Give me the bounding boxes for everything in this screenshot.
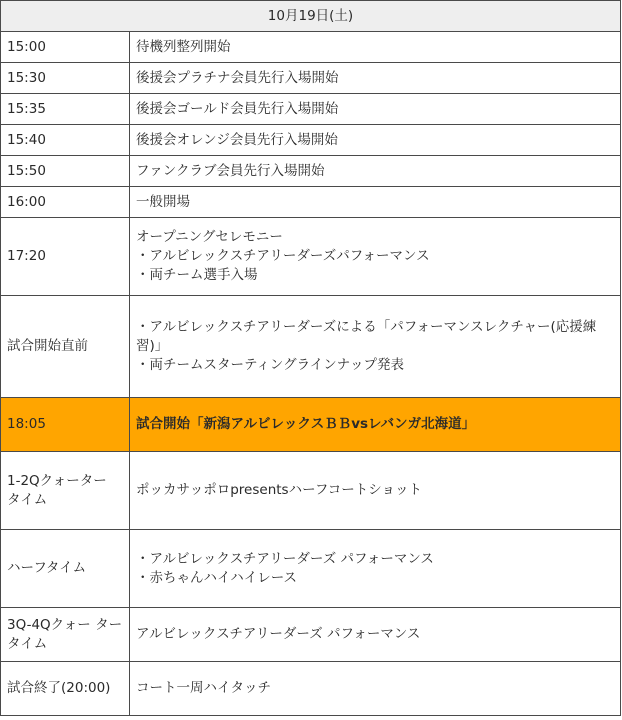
time-cell: 試合開始直前	[1, 296, 130, 398]
event-cell	[130, 296, 621, 398]
event-line: ポッカサッポロpresentsハーフコートショット	[136, 482, 422, 498]
time-cell: 15:40	[1, 125, 130, 156]
event-line: 試合開始「新潟アルビレックスＢＢvsレバンガ北海道」	[136, 416, 476, 432]
event-cell	[130, 63, 621, 94]
event-cell	[130, 94, 621, 125]
table-row	[1, 63, 621, 94]
time-cell: 3Q-4Qクォー ター タイム	[1, 608, 130, 662]
event-cell	[130, 218, 621, 296]
event-line: アルビレックスチアリーダーズ パフォーマンス	[136, 626, 421, 642]
event-cell	[130, 398, 621, 452]
time-cell: 15:00	[1, 32, 130, 63]
table-row-highlight	[1, 398, 621, 452]
time-cell: 17:20	[1, 218, 130, 296]
event-line: 待機列整列開始	[136, 38, 231, 55]
event-line: ・アルビレックスチアリーダーズパフォーマンス	[136, 248, 430, 264]
event-line: ・赤ちゃんハイハイレース	[136, 569, 298, 586]
event-line: コート一周ハイタッチ	[136, 680, 271, 696]
event-line: 後援会ゴールド会員先行入場開始	[136, 100, 339, 117]
table-row	[1, 218, 621, 296]
event-line: 後援会オレンジ会員先行入場開始	[136, 131, 338, 148]
table-row	[1, 530, 621, 608]
event-line: ファンクラブ会員先行入場開始	[136, 162, 325, 179]
event-line: 一般開場	[136, 193, 190, 210]
event-cell	[130, 125, 621, 156]
time-cell: 15:50	[1, 156, 130, 187]
event-cell	[130, 608, 621, 662]
event-line: ・アルビレックスチアリーダーズ パフォーマンス	[136, 550, 434, 567]
table-row	[1, 296, 621, 398]
table-row	[1, 125, 621, 156]
event-cell	[130, 452, 621, 530]
time-cell: 16:00	[1, 187, 130, 218]
event-line: ・両チーム選手入場	[136, 267, 258, 283]
table-row	[1, 608, 621, 662]
table-row	[1, 187, 621, 218]
table-row	[1, 156, 621, 187]
time-cell: 15:35	[1, 94, 130, 125]
event-cell	[130, 530, 621, 608]
event-line: ・アルビレックスチアリーダーズによる「パフォーマンスレクチャー(応援練習)」	[136, 319, 597, 354]
event-cell	[130, 662, 621, 716]
table-row	[1, 32, 621, 63]
event-line: 後援会プラチナ会員先行入場開始	[136, 69, 339, 86]
time-cell: 1-2Qクォーター タイム	[1, 452, 130, 530]
event-line: オープニングセレモニー	[136, 229, 283, 245]
date-header: 10月19日(土)	[1, 1, 621, 32]
table-row	[1, 452, 621, 530]
table-row	[1, 94, 621, 125]
event-line: ・両チームスターティングラインナップ発表	[136, 357, 404, 373]
time-cell: 試合終了(20:00)	[1, 662, 130, 716]
header-row	[1, 1, 621, 32]
event-cell	[130, 32, 621, 63]
time-cell: 18:05	[1, 398, 130, 452]
event-cell	[130, 187, 621, 218]
table-row	[1, 662, 621, 716]
event-cell	[130, 156, 621, 187]
time-cell: 15:30	[1, 63, 130, 94]
time-cell: ハーフタイム	[1, 530, 130, 608]
